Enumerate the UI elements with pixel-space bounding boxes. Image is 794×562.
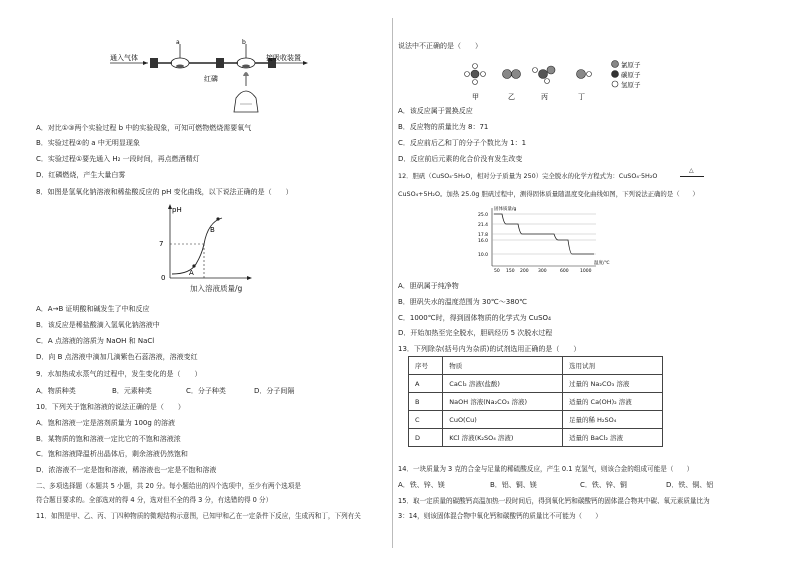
q14-stem: 14．一块质量为 3 克的合金与足量的稀硫酸反应，产生 0.1 克氢气，则该合金的组成可能是（ ） <box>398 465 694 473</box>
y-axis-label: pH <box>172 206 182 214</box>
point-b-label: B <box>210 226 215 234</box>
legend-chlorine: 氯原子 <box>621 61 641 69</box>
ph-curve-graph <box>150 200 260 295</box>
q13-table <box>408 356 663 447</box>
q9-option-a: A．物质种类 <box>36 387 76 395</box>
mini-x-tick-4: 600 <box>560 269 569 274</box>
phosphorus-label: 红磷 <box>204 75 218 83</box>
q9-option-d: D．分子间隔 <box>254 387 295 395</box>
q8-stem: 8．如图是氢氧化钠溶液和稀盐酸反应的 pH 变化曲线，以下说法正确的是（ ） <box>36 188 293 196</box>
inlet-label: 通入气体 <box>110 54 138 62</box>
q15-line2: 3：14，则该固体混合物中氧化钙和碳酸钙的质量比不可能为（ ） <box>398 512 602 520</box>
mini-x-tick-3: 300 <box>538 269 547 274</box>
q14-option-a: A．铁、锌、镁 <box>398 481 445 489</box>
q7-option-a: A．对比①③两个实验过程 b 中的实验现象，可知可燃物燃烧需要氧气 <box>36 124 252 132</box>
section2-heading-line2: 符合题目要求的。全部选对的得 4 分，选对但不全的得 3 分，有选错的得 0 分） <box>36 496 273 504</box>
table-cell: B <box>409 393 443 411</box>
q7-option-c: C．实验过程①要先通入 H₂ 一段时间，再点燃酒精灯 <box>36 155 200 163</box>
mini-graph-y-label: 固体质量/g <box>494 207 517 212</box>
table-cell: C <box>409 411 443 429</box>
table-cell: 适量的 BaCl₂ 溶液 <box>562 429 662 447</box>
table-cell: A <box>409 375 443 393</box>
q10-option-c: C．饱和溶液降温析出晶体后，剩余溶液仍然饱和 <box>36 450 188 458</box>
mini-x-tick-5: 1000 <box>580 269 592 274</box>
q12-line1: 12．胆矾（CuSO₄·5H₂O，相对分子质量为 250）完全脱水的化学方程式为：CuSO₄·5H₂O <box>398 172 658 180</box>
table-row <box>409 375 663 393</box>
header-substance: 物质 <box>443 357 563 375</box>
mini-y-tick-3: 16.0 <box>478 239 489 244</box>
table-cell: D <box>409 429 443 447</box>
q10-option-a: A．饱和溶液一定是溶剂质量为 100g 的溶液 <box>36 419 176 427</box>
header-reagent: 选用试剂 <box>562 357 662 375</box>
q9-stem: 9．水加热成水蒸气的过程中，发生变化的是（ ） <box>36 370 202 378</box>
table-cell: CaCl₂ 溶液(盐酸) <box>443 375 563 393</box>
table-row <box>409 429 663 447</box>
legend-hydrogen: 氢原子 <box>621 81 641 89</box>
mini-x-unit: 温度/℃ <box>594 261 610 266</box>
q11-option-a: A．该反应属于置换反应 <box>398 107 473 115</box>
q14-option-c: C．铁、锌、铜 <box>580 481 627 489</box>
table-cell: 足量的稀 H₂SO₄ <box>562 411 662 429</box>
molecule-label-bing: 丙 <box>541 93 548 101</box>
mass-temperature-graph <box>468 204 618 276</box>
q10-option-b: B．某物质的饱和溶液一定比它的不饱和溶液浓 <box>36 435 181 443</box>
label-a: a <box>176 39 180 46</box>
table-cell: NaOH 溶液(Na₂CO₃ 溶液) <box>443 393 563 411</box>
q11-option-d: D．反应前后元素的化合价没有发生改变 <box>398 155 523 163</box>
q15-line1: 15．取一定质量的碳酸钙高温加热一段时间后，得到氧化钙和碳酸钙的固体混合物其中碳、氧元素质量比为 <box>398 497 710 505</box>
q8-option-d: D．向 B 点溶液中滴加几滴紫色石蕊溶液，溶液变红 <box>36 353 198 361</box>
apparatus-diagram <box>100 36 330 118</box>
mini-y-tick-1: 21.4 <box>478 223 489 228</box>
q8-option-a: A．A→B 证明酸和碱发生了中和反应 <box>36 305 150 313</box>
x-axis-label: 加入溶液质量/g <box>190 284 243 293</box>
q12-option-c: C．1000℃时，得到固体物质的化学式为 CuSO₄ <box>398 314 551 322</box>
mini-y-tick-2: 17.8 <box>478 233 489 238</box>
q12-option-d: D．开始加热至完全脱水，胆矾经历 5 次脱水过程 <box>398 329 553 337</box>
q12-equation-arrow <box>680 176 704 177</box>
q9-option-c: C．分子种类 <box>186 387 226 395</box>
q11-option-c: C．反应前后乙和丁的分子个数比为 1：1 <box>398 139 527 147</box>
header-index: 序号 <box>409 357 443 375</box>
origin-label: 0 <box>161 274 166 282</box>
mini-x-tick-0: 50 <box>494 269 500 274</box>
mini-x-tick-1: 150 <box>506 269 515 274</box>
molecule-diagram <box>455 58 655 102</box>
q7-option-d: D．红磷燃烧，产生大量白雾 <box>36 171 126 179</box>
q14-option-d: D．铁、铜、铝 <box>666 481 714 489</box>
label-b: b <box>242 39 246 46</box>
table-cell: KCl 溶液(K₂SO₄ 溶液) <box>443 429 563 447</box>
q12-option-a: A．胆矾属于纯净物 <box>398 282 459 290</box>
q12-heat-symbol: △ <box>689 167 694 174</box>
q11-stem: 11．如图是甲、乙、丙、丁四种物质的微观结构示意图，已知甲和乙在一定条件下反应，生成丙和丁，下列有关 <box>36 512 361 520</box>
point-a-label: A <box>189 269 194 277</box>
mini-x-tick-2: 200 <box>520 269 529 274</box>
q12-option-b: B．胆矾失水的温度范围为 30℃～380℃ <box>398 298 528 306</box>
q11-stem-continued: 说法中不正确的是（ ） <box>398 42 482 50</box>
mini-y-tick-4: 10.0 <box>478 253 489 258</box>
molecule-label-jia: 甲 <box>472 93 479 101</box>
mini-y-tick-0: 25.0 <box>478 213 489 218</box>
q8-option-c: C．A 点溶液的溶质为 NaOH 和 NaCl <box>36 337 155 345</box>
q12-line2: CuSO₄+5H₂O。加热 25.0g 胆矾过程中，测得固体质量随温度变化曲线如图，下列说法正确的是（ ） <box>398 190 699 198</box>
legend-carbon: 碳原子 <box>621 71 641 79</box>
outlet-label: 接吸收装置 <box>266 54 301 62</box>
q8-option-b: B．该反应是稀盐酸滴入氢氧化钠溶液中 <box>36 321 160 329</box>
molecule-label-yi: 乙 <box>508 93 515 101</box>
molecule-label-ding: 丁 <box>578 93 585 101</box>
q13-stem: 13．下列除杂(括号内为杂质)的试剂选用正确的是（ ） <box>398 345 581 353</box>
q10-option-d: D．浓溶液不一定是饱和溶液，稀溶液也一定是不饱和溶液 <box>36 466 217 474</box>
q11-option-b: B．反应物的质量比为 8：71 <box>398 123 489 131</box>
q9-option-b: B．元素种类 <box>112 387 152 395</box>
table-cell: CuO(Cu) <box>443 411 563 429</box>
table-cell: 过量的 Na₂CO₃ 溶液 <box>562 375 662 393</box>
table-cell: 适量的 Ca(OH)₂ 溶液 <box>562 393 662 411</box>
table-header-row <box>409 357 663 375</box>
q14-option-b: B．铝、铜、镁 <box>490 481 537 489</box>
table-row <box>409 393 663 411</box>
q7-option-b: B．实验过程②的 a 中无明显现象 <box>36 139 140 147</box>
q10-stem: 10．下列关于饱和溶液的说法正确的是（ ） <box>36 403 185 411</box>
column-divider <box>392 18 393 548</box>
y-tick-7: 7 <box>159 240 164 248</box>
section2-heading-line1: 二、多项选择题（本题共 5 小题，共 20 分。每小题给出的四个选项中，至少有两个选项是 <box>36 482 301 490</box>
table-row <box>409 411 663 429</box>
